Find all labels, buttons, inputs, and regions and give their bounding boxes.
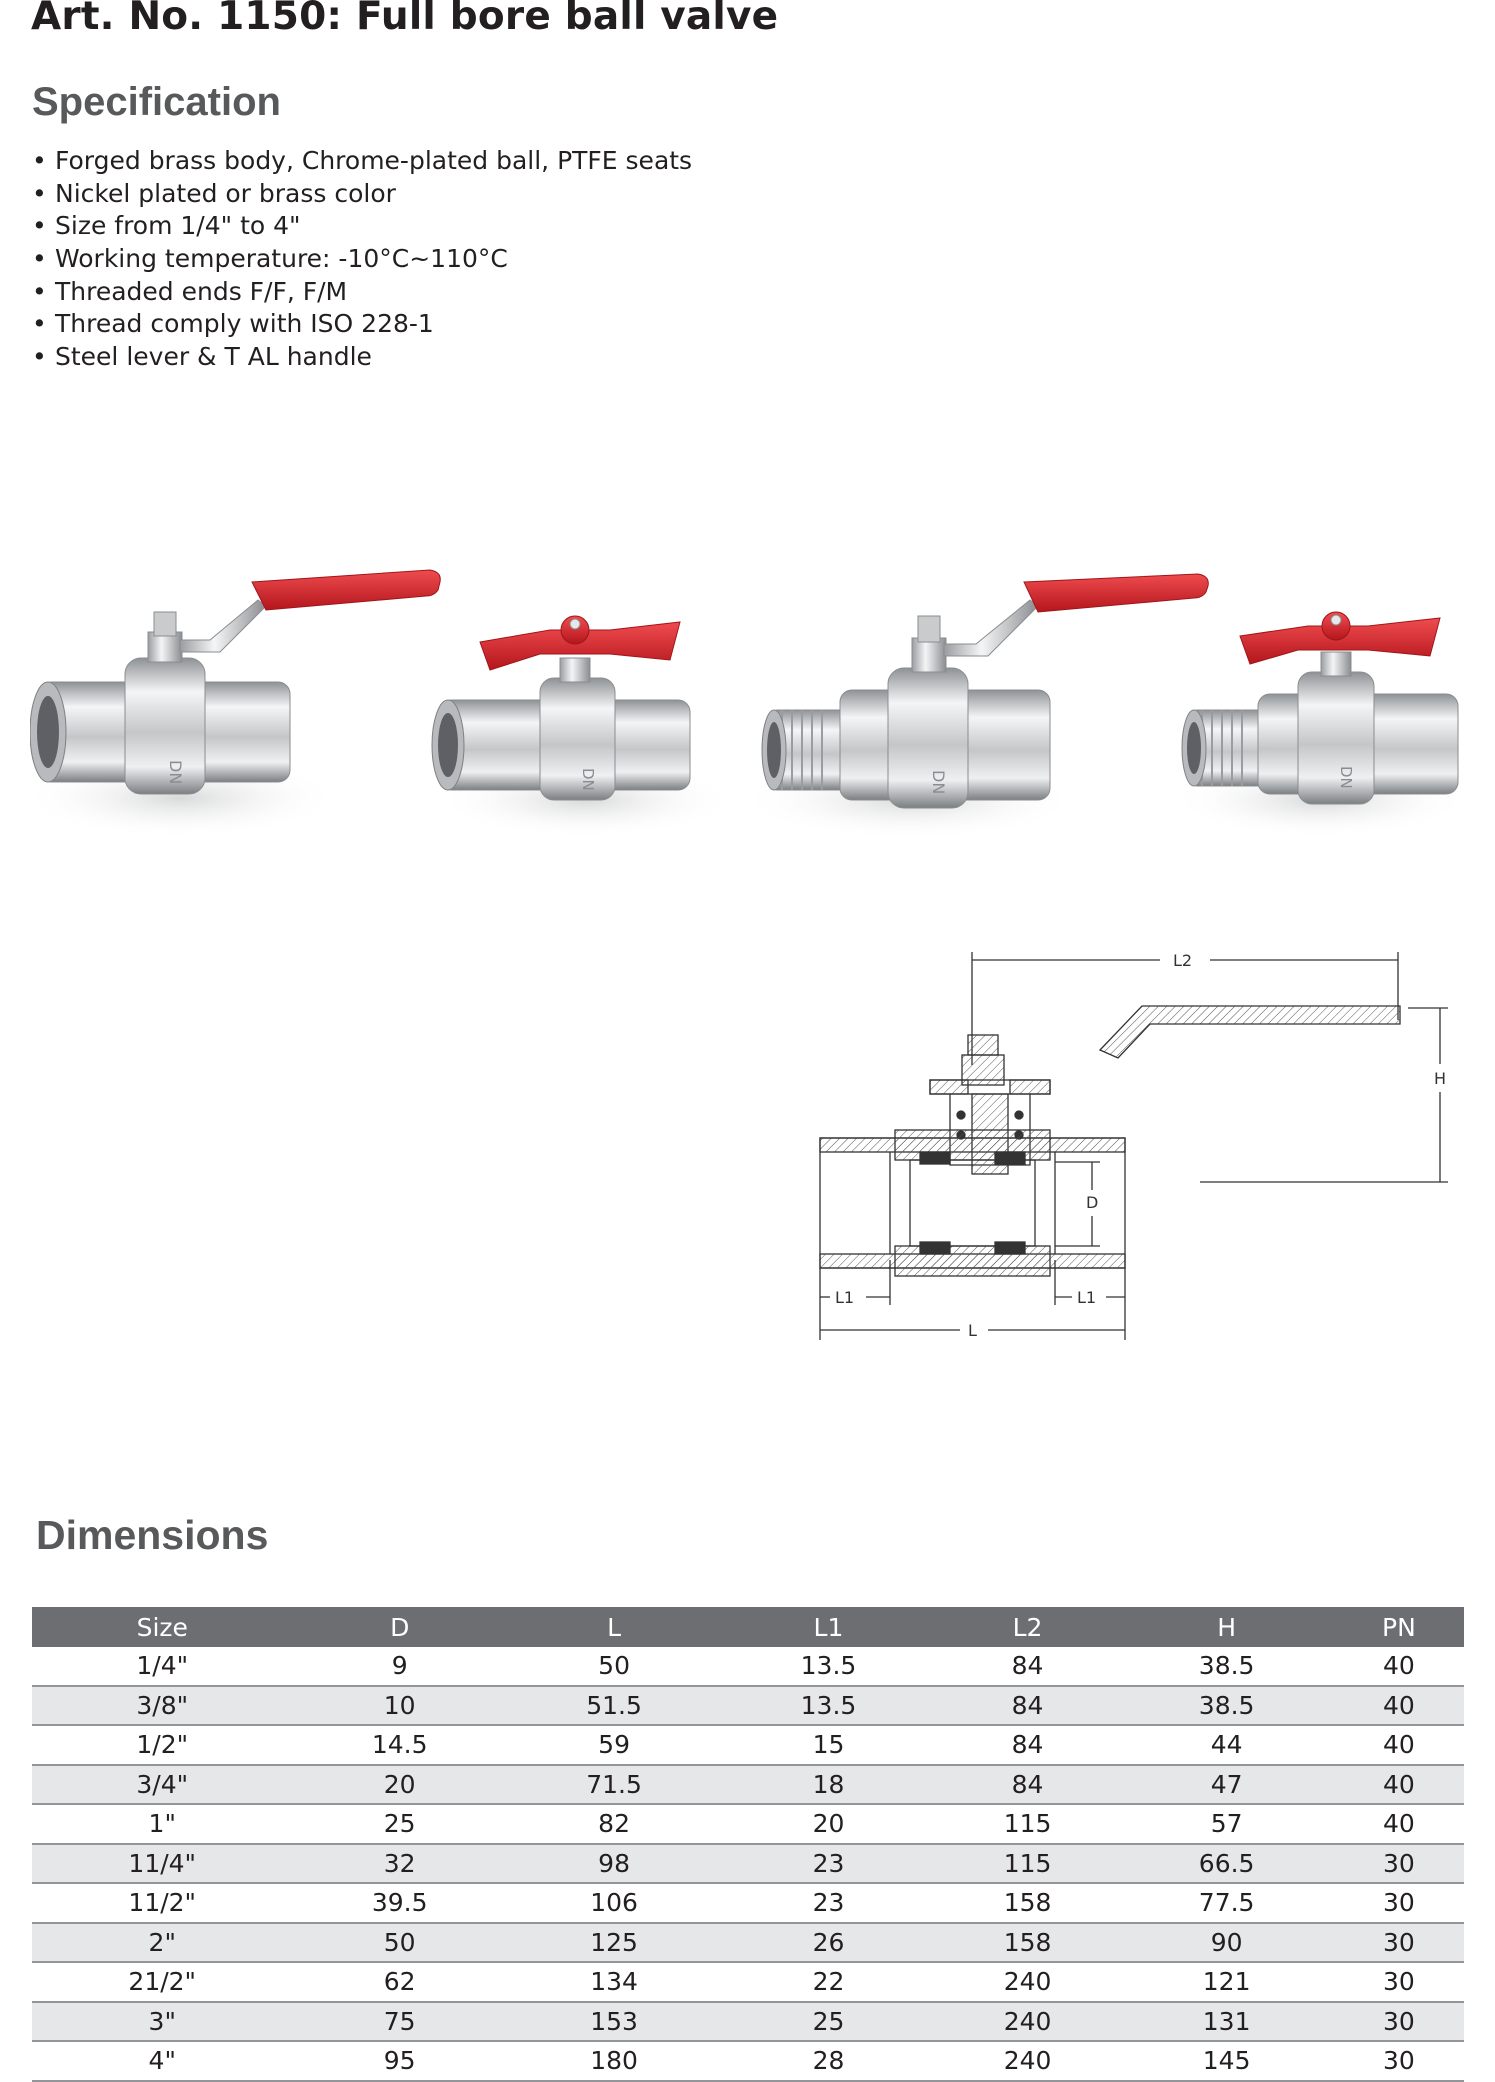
- cell-l1: 28: [721, 2041, 935, 2081]
- cell-d: 10: [293, 1686, 507, 1726]
- cell-pn: 30: [1334, 2002, 1464, 2042]
- column-header-h: H: [1119, 1607, 1333, 1647]
- cell-h: 44: [1119, 1725, 1333, 1765]
- cell-size: 3/8": [32, 1686, 293, 1726]
- cell-l1: 22: [721, 1962, 935, 2002]
- cell-h: 121: [1119, 1962, 1333, 2002]
- list-item: • Steel lever & T AL handle: [32, 341, 692, 374]
- list-item: • Nickel plated or brass color: [32, 178, 692, 211]
- svg-text:DN: DN: [929, 770, 948, 795]
- cell-l: 59: [507, 1725, 721, 1765]
- cell-l: 125: [507, 1923, 721, 1963]
- cell-l1: 15: [721, 1725, 935, 1765]
- bullet-icon: •: [32, 178, 47, 208]
- product-photo-strip: [30, 560, 1470, 860]
- list-item: • Forged brass body, Chrome-plated ball, PTFE seats: [32, 145, 692, 178]
- cell-size: 21/2": [32, 1962, 293, 2002]
- cell-l: 153: [507, 2002, 721, 2042]
- table-header-row: [32, 1607, 1464, 1647]
- cell-pn: 40: [1334, 1647, 1464, 1686]
- bullet-icon: •: [32, 309, 47, 339]
- cell-l: 106: [507, 1883, 721, 1923]
- cell-pn: 30: [1334, 1962, 1464, 2002]
- cell-d: 39.5: [293, 1883, 507, 1923]
- ball-valve-male-female-butterfly-photo: [1170, 612, 1470, 838]
- cell-l: 50: [507, 1647, 721, 1686]
- product-photos: [30, 560, 1470, 860]
- column-header-l: L: [507, 1607, 721, 1647]
- table-row: [32, 1686, 1464, 1726]
- column-header-l1: L1: [721, 1607, 935, 1647]
- cell-l2: 240: [936, 2002, 1120, 2042]
- cell-size: 3": [32, 2002, 293, 2042]
- cell-d: 25: [293, 1804, 507, 1844]
- cell-l: 98: [507, 1844, 721, 1884]
- cell-l2: 240: [936, 2041, 1120, 2081]
- dimensions-heading: Dimensions: [36, 1512, 269, 1558]
- cell-size: 11/2": [32, 1883, 293, 1923]
- cell-l1: 26: [721, 1923, 935, 1963]
- cell-pn: 30: [1334, 1923, 1464, 1963]
- dimension-label-l2: L2: [1173, 951, 1193, 970]
- dimension-label-h: H: [1434, 1069, 1447, 1088]
- valve-cross-section: [800, 940, 1460, 1360]
- cell-pn: 30: [1334, 2041, 1464, 2081]
- ball-valve-female-female-butterfly-photo: [432, 616, 735, 838]
- cell-l1: 20: [721, 1804, 935, 1844]
- cell-h: 38.5: [1119, 1686, 1333, 1726]
- table-row: [32, 1923, 1464, 1963]
- cell-d: 32: [293, 1844, 507, 1884]
- table-row: [32, 1804, 1464, 1844]
- specification-list: [32, 145, 692, 374]
- table-row: [32, 2002, 1464, 2042]
- cell-pn: 30: [1334, 1844, 1464, 1884]
- cell-size: 1/2": [32, 1725, 293, 1765]
- cell-h: 57: [1119, 1804, 1333, 1844]
- cell-h: 38.5: [1119, 1647, 1333, 1686]
- list-item: • Thread comply with ISO 228-1: [32, 308, 692, 341]
- cell-h: 77.5: [1119, 1883, 1333, 1923]
- cell-l: 180: [507, 2041, 721, 2081]
- cell-h: 47: [1119, 1765, 1333, 1805]
- cell-l1: 13.5: [721, 1686, 935, 1726]
- dimension-label-l1-left: L1: [835, 1288, 855, 1307]
- cell-l: 71.5: [507, 1765, 721, 1805]
- cell-size: 3/4": [32, 1765, 293, 1805]
- svg-text:DN: DN: [1337, 766, 1355, 789]
- cell-size: 4": [32, 2041, 293, 2081]
- cell-h: 131: [1119, 2002, 1333, 2042]
- cell-l: 51.5: [507, 1686, 721, 1726]
- table-row: [32, 1962, 1464, 2002]
- cell-l1: 25: [721, 2002, 935, 2042]
- column-header-pn: PN: [1334, 1607, 1464, 1647]
- cell-pn: 40: [1334, 1725, 1464, 1765]
- table-row: [32, 1765, 1464, 1805]
- cell-h: 66.5: [1119, 1844, 1333, 1884]
- specification-heading: Specification: [32, 80, 281, 124]
- cell-l2: 158: [936, 1883, 1120, 1923]
- cell-l: 82: [507, 1804, 721, 1844]
- table-row: [32, 2041, 1464, 2081]
- dimension-label-d: D: [1086, 1193, 1099, 1212]
- dimensions-table: [32, 1607, 1464, 2082]
- cell-l1: 23: [721, 1883, 935, 1923]
- cell-size: 2": [32, 1923, 293, 1963]
- column-header-d: D: [293, 1607, 507, 1647]
- list-item: • Threaded ends F/F, F/M: [32, 276, 692, 309]
- cell-pn: 40: [1334, 1804, 1464, 1844]
- dimensions-table-body: [32, 1647, 1464, 2081]
- cell-l1: 23: [721, 1844, 935, 1884]
- cell-l1: 13.5: [721, 1647, 935, 1686]
- table-row: [32, 1725, 1464, 1765]
- list-item: • Size from 1/4" to 4": [32, 210, 692, 243]
- cell-d: 20: [293, 1765, 507, 1805]
- cell-d: 75: [293, 2002, 507, 2042]
- cell-pn: 40: [1334, 1686, 1464, 1726]
- bullet-icon: •: [32, 211, 47, 241]
- cell-size: 1/4": [32, 1647, 293, 1686]
- list-item: • Working temperature: -10°C~110°C: [32, 243, 692, 276]
- ball-valve-female-female-lever-photo: [30, 570, 440, 838]
- cell-d: 95: [293, 2041, 507, 2081]
- technical-drawing: [800, 940, 1460, 1365]
- cell-l: 134: [507, 1962, 721, 2002]
- cell-h: 145: [1119, 2041, 1333, 2081]
- cell-h: 90: [1119, 1923, 1333, 1963]
- dimension-label-l1-right: L1: [1077, 1288, 1097, 1307]
- cell-d: 50: [293, 1923, 507, 1963]
- page-title: Art. No. 1150: Full bore ball valve: [31, 0, 779, 39]
- table-row: [32, 1647, 1464, 1686]
- column-header-l2: L2: [936, 1607, 1120, 1647]
- cell-l2: 84: [936, 1686, 1120, 1726]
- cell-pn: 30: [1334, 1883, 1464, 1923]
- cell-l2: 115: [936, 1844, 1120, 1884]
- bullet-icon: •: [32, 244, 47, 274]
- cell-size: 11/4": [32, 1844, 293, 1884]
- svg-text:DN: DN: [166, 760, 185, 785]
- cell-l2: 84: [936, 1725, 1120, 1765]
- cell-pn: 40: [1334, 1765, 1464, 1805]
- cell-l2: 84: [936, 1765, 1120, 1805]
- cell-l2: 240: [936, 1962, 1120, 2002]
- bullet-icon: •: [32, 276, 47, 306]
- svg-text:DN: DN: [579, 768, 597, 791]
- cell-size: 1": [32, 1804, 293, 1844]
- bullet-icon: •: [32, 342, 47, 372]
- ball-valve-male-female-lever-photo: [740, 574, 1208, 840]
- table-row: [32, 1844, 1464, 1884]
- cell-l2: 115: [936, 1804, 1120, 1844]
- cell-d: 62: [293, 1962, 507, 2002]
- cell-d: 14.5: [293, 1725, 507, 1765]
- dimension-label-l: L: [968, 1321, 977, 1340]
- bullet-icon: •: [32, 146, 47, 175]
- cell-d: 9: [293, 1647, 507, 1686]
- cell-l1: 18: [721, 1765, 935, 1805]
- table-row: [32, 1883, 1464, 1923]
- cell-l2: 84: [936, 1647, 1120, 1686]
- cell-l2: 158: [936, 1923, 1120, 1963]
- column-header-size: Size: [32, 1607, 293, 1647]
